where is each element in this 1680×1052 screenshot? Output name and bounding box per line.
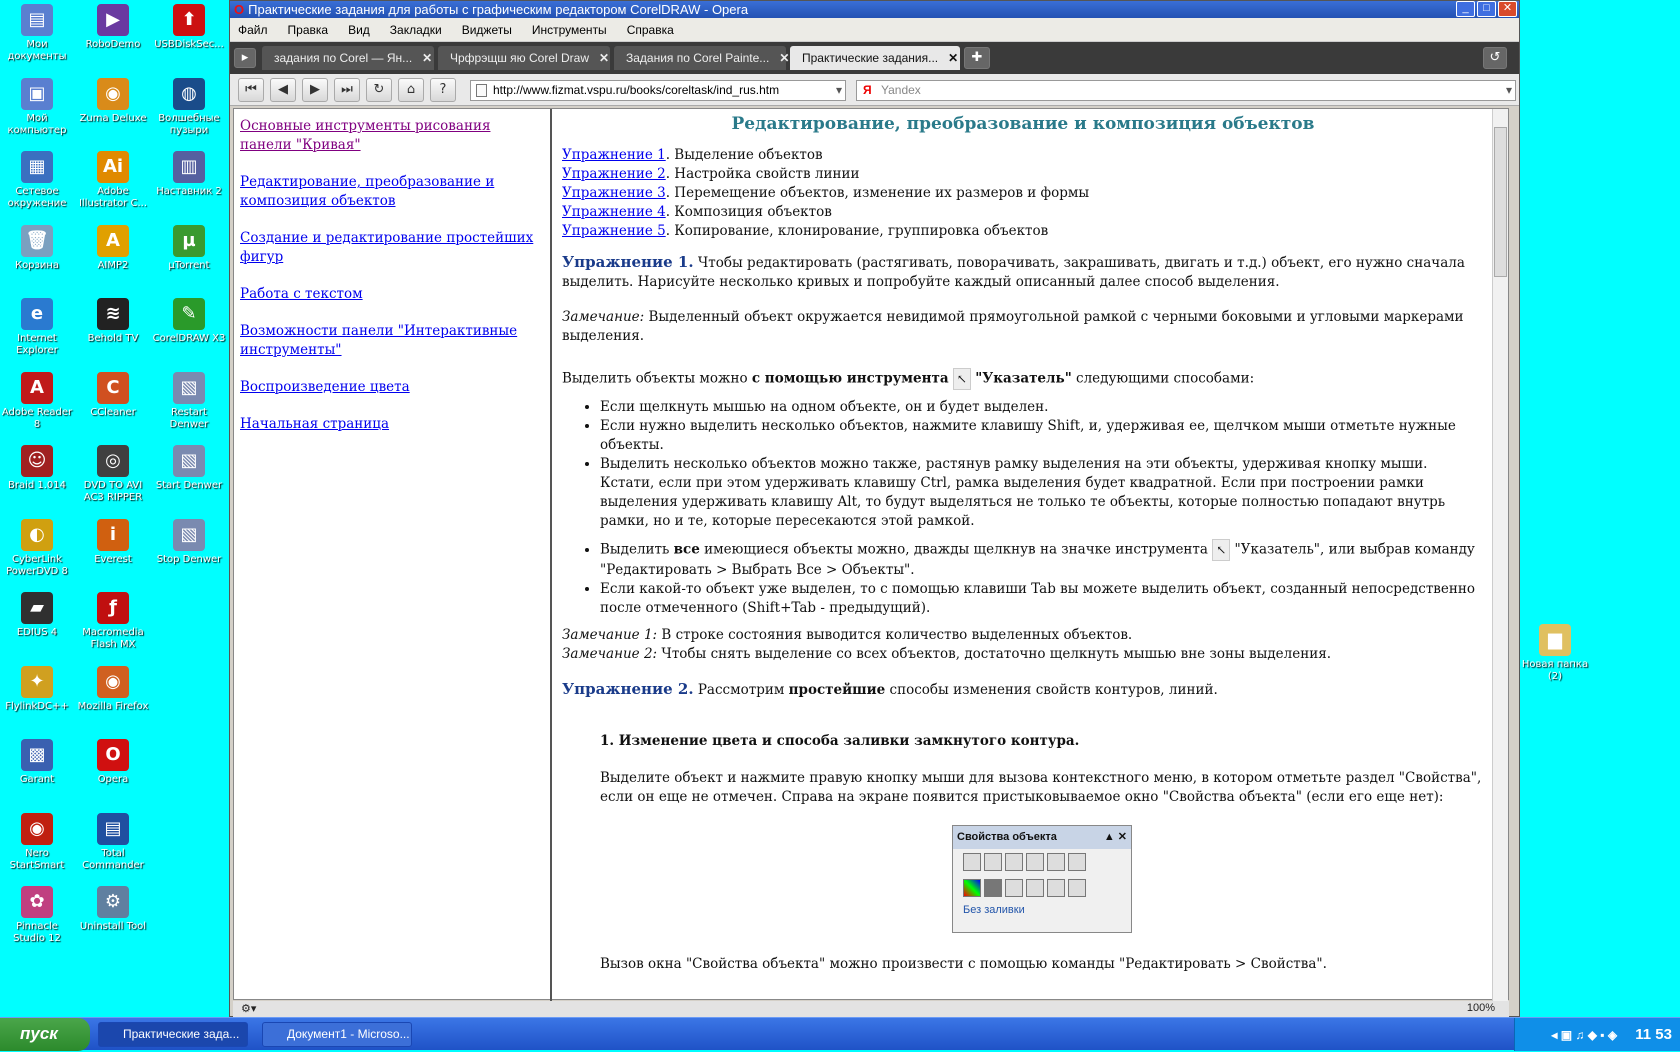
- app-icon: A: [21, 372, 53, 404]
- tab-close-icon[interactable]: ✕: [948, 51, 959, 65]
- browser-tab[interactable]: [614, 46, 790, 70]
- panel-tabs-row: [953, 849, 1131, 875]
- taskbar-item-opera[interactable]: [98, 1022, 248, 1047]
- desktop-icon[interactable]: [76, 225, 150, 272]
- app-icon: O: [97, 739, 129, 771]
- left-navigation: [234, 109, 552, 1001]
- browser-tab[interactable]: [262, 46, 434, 70]
- desktop-icon[interactable]: [76, 739, 150, 786]
- desktop-icon[interactable]: [0, 225, 74, 272]
- select-intro-bold: с помощью инструмента: [751, 370, 949, 387]
- app-icon: ☺: [21, 445, 53, 477]
- search-placeholder: Yandex: [881, 83, 921, 97]
- toc-link[interactable]: Упражнение 5: [562, 223, 666, 239]
- app-icon: ◍: [173, 78, 205, 110]
- toc-link[interactable]: Упражнение 4: [562, 204, 666, 220]
- app-icon: ✦: [21, 666, 53, 698]
- desktop-icon-label: Nero StartSmart: [9, 847, 65, 871]
- desktop-icon[interactable]: [0, 739, 74, 786]
- desktop-icon-label: EDIUS 4: [16, 627, 58, 638]
- desktop-icon[interactable]: [152, 151, 226, 198]
- menu-edit[interactable]: Правка: [287, 22, 329, 37]
- desktop-icon[interactable]: [0, 372, 74, 431]
- list-item: • Если какой-то объект уже выделен, то с помощью клавиши Tab вы можете выделить объект, созданный непосредственно после отмеченного (Shift+Tab - предыдущий).: [600, 580, 1484, 618]
- desktop-icon[interactable]: [0, 445, 74, 492]
- pointer-tool-icon: ↖: [953, 368, 971, 390]
- yandex-icon: Я: [863, 83, 872, 97]
- app-icon: ▣: [21, 78, 53, 110]
- home-icon[interactable]: ⌂: [398, 78, 424, 102]
- desktop-icon-label: Opera: [97, 774, 129, 785]
- desktop-icon-label: Корзина: [14, 259, 60, 271]
- exercise-2-text: Рассмотрим: [693, 682, 789, 698]
- menu-tools[interactable]: Инструменты: [531, 22, 607, 37]
- note-1-text: В строке состояния выводится количество выделенных объектов.: [657, 627, 1133, 643]
- start-button[interactable]: пуск: [0, 1018, 90, 1051]
- tray-icons[interactable]: ◂ ▣ ♫ ◆ ▪ ◈: [1551, 1028, 1618, 1042]
- app-icon: C: [97, 372, 129, 404]
- note-label: Замечание:: [562, 309, 645, 325]
- desktop-icon-label: Adobe Illustrator C...: [78, 186, 148, 209]
- app-icon: ⚙: [97, 886, 129, 918]
- browser-window: [229, 0, 1520, 1017]
- tab-label: Практические задания...: [802, 51, 939, 65]
- select-intro: [562, 368, 1484, 390]
- taskbar-item-word[interactable]: [262, 1022, 412, 1047]
- app-icon: ✿: [21, 886, 53, 918]
- panel-close-icon: ▲ ✕: [1103, 831, 1127, 843]
- article-title: Редактирование, преобразование и композиция объектов: [731, 114, 1315, 134]
- search-field[interactable]: [856, 80, 1516, 101]
- new-tab-button[interactable]: ✚: [964, 47, 990, 69]
- desktop-icon[interactable]: [76, 78, 150, 125]
- desktop-icon[interactable]: [0, 886, 74, 945]
- select-intro-end: следующими способами:: [1071, 370, 1255, 387]
- desktop-icon-label: Total Commander: [82, 847, 144, 871]
- system-tray: [1514, 1018, 1680, 1051]
- list-item: • Выделить несколько объектов можно также, растянув рамку выделения на эти объекты, удерживая кнопку мыши. Кстати, если при этом удерживать клавишу Ctrl, рамка выделения будет квадратной. Если при построении рамки выделения удерживать клавишу Alt, то будут выделяться не только те объекты, которые полностью попадают внутрь рамки, но и те, которые пересекаются этой рамкой.: [600, 455, 1484, 531]
- wand-icon[interactable]: ?: [430, 78, 456, 102]
- desktop-icon-label: USBDiskSec...: [154, 39, 224, 50]
- toc-text: . Настройка свойств линии: [665, 166, 860, 182]
- desktop-icon-label: Restart Denwer: [169, 406, 209, 430]
- browser-tab[interactable]: [790, 46, 960, 70]
- taskbar: [0, 1017, 1680, 1050]
- folder-icon: ▆: [1539, 624, 1571, 656]
- desktop-icon-label: Everest: [94, 553, 132, 565]
- address-field[interactable]: [470, 80, 846, 101]
- menu-bar: [230, 18, 1519, 42]
- desktop-icon[interactable]: [152, 445, 226, 492]
- app-icon: ◉: [97, 666, 129, 698]
- no-fill-label: Без заливки: [963, 904, 1025, 916]
- zoom-level[interactable]: 100%: [1466, 1002, 1495, 1014]
- note-1: [562, 626, 1484, 645]
- desktop-icon[interactable]: [0, 519, 74, 578]
- desktop-icon-label: FlylinkDC++: [5, 700, 69, 712]
- app-icon: Ai: [97, 151, 129, 183]
- toc-item: [562, 146, 1484, 165]
- desktop-icon[interactable]: [152, 78, 226, 137]
- app-icon: ⬆: [173, 4, 205, 36]
- app-icon: ≋: [97, 298, 129, 330]
- desktop-icon[interactable]: [76, 151, 150, 210]
- rewind-icon[interactable]: ⏮: [238, 78, 264, 102]
- desktop-icon[interactable]: [0, 4, 74, 63]
- app-icon: ▩: [21, 739, 53, 771]
- note-2-text: Чтобы снять выделение со всех объектов, достаточно щелкнуть мышью вне зоны выделения.: [657, 646, 1332, 662]
- toc-item: [562, 203, 1484, 222]
- forward-icon[interactable]: ▶: [302, 78, 328, 102]
- desktop-icon[interactable]: [0, 78, 74, 137]
- desktop-icon-label: Волшебные пузыри: [158, 112, 220, 136]
- note-2: [562, 645, 1484, 664]
- app-icon: 🗑: [21, 225, 53, 257]
- app-icon: ▰: [21, 592, 53, 624]
- desktop-icon-label: Start Denwer: [155, 480, 223, 491]
- app-icon: ✎: [173, 298, 205, 330]
- exercise-2-text-2: способы изменения свойств контуров, линий.: [885, 682, 1218, 698]
- panel-toggle-button[interactable]: ▸: [234, 48, 256, 68]
- fast-forward-icon[interactable]: ⏭: [334, 78, 360, 102]
- desktop-icon-new-folder[interactable]: [1518, 624, 1592, 683]
- subsection-heading: 1. Изменение цвета и способа заливки замкнутого контура.: [600, 733, 1080, 749]
- desktop-icon[interactable]: [0, 592, 74, 639]
- pointer-tool-icon: ↖: [1212, 539, 1230, 561]
- app-icon: ▶: [97, 4, 129, 36]
- search-dropdown-icon[interactable]: ▾: [1505, 83, 1512, 97]
- task-label: Документ1 - Microso...: [287, 1027, 410, 1041]
- exercise-2-heading: Упражнение 2.: [562, 680, 694, 698]
- nav-link[interactable]: Создание и редактирование простейших фигур: [240, 230, 534, 265]
- note-2-label: Замечание 2:: [562, 646, 658, 662]
- desktop-icon[interactable]: [0, 666, 74, 713]
- exercise-1-text: Чтобы редактировать (растягивать, поворачивать, закрашивать, двигать и т.д.) объект, его нужно сначала выделить. Нарисуйте несколько кривых и попробуйте каждый описанный далее способ выделения.: [562, 255, 1465, 290]
- tab-label: Чрфрэщш яю Corel Draw: [450, 51, 590, 65]
- desktop-icon[interactable]: [76, 4, 150, 51]
- vertical-scrollbar[interactable]: [1492, 109, 1508, 1001]
- app-icon: i: [97, 519, 129, 551]
- toc-link[interactable]: Упражнение 2: [562, 166, 666, 182]
- bullet4-text-3: "Указатель", или выбрав команду "Редактировать > Выбрать Все > Объекты".: [600, 541, 1475, 578]
- desktop-icon-label: Macromedia Flash MX: [82, 627, 144, 650]
- nav-link[interactable]: Воспроизведение цвета: [240, 379, 410, 395]
- menu-widgets[interactable]: Виджеты: [461, 22, 512, 37]
- page-content: [233, 108, 1509, 1000]
- desktop-icon-label: Новая папка (2): [1521, 659, 1589, 682]
- selection-methods-list: [600, 398, 1484, 618]
- clock: 11 53: [1635, 1026, 1672, 1043]
- back-icon[interactable]: ◀: [270, 78, 296, 102]
- desktop-icon[interactable]: [76, 886, 150, 933]
- desktop-icon-label: Stop Denwer: [156, 553, 222, 565]
- select-intro-text: Выделить объекты можно: [562, 370, 752, 387]
- article: [554, 109, 1492, 1001]
- desktop-icon[interactable]: [0, 151, 74, 210]
- menu-file[interactable]: Файл: [238, 22, 268, 37]
- maximize-button[interactable]: □: [1477, 1, 1496, 17]
- panel-fill-row: [953, 875, 1131, 901]
- desktop-icon[interactable]: [0, 298, 74, 357]
- desktop-icon[interactable]: [152, 372, 226, 431]
- window-title: Практические задания для работы с графическим редактором CorelDRAW - Opera: [248, 2, 749, 17]
- desktop-icon-label: CorelDRAW X3: [152, 333, 226, 344]
- tab-label: задания по Corel — Ян...: [274, 51, 413, 65]
- app-icon: ▤: [97, 813, 129, 845]
- note: [562, 308, 1484, 346]
- desktop-icon[interactable]: [0, 813, 74, 872]
- nav-link[interactable]: Начальная страница: [240, 416, 390, 432]
- desktop-icon[interactable]: [76, 813, 150, 872]
- toc-text: . Выделение объектов: [665, 147, 823, 163]
- desktop-icon-label: Zuma Deluxe: [79, 112, 147, 124]
- app-icon: ▧: [173, 445, 205, 477]
- toc-item: [562, 184, 1484, 203]
- nav-link[interactable]: Редактирование, преобразование и композиция объектов: [240, 174, 495, 209]
- panel-title: Свойства объекта: [957, 831, 1057, 843]
- desktop-icon[interactable]: [76, 298, 150, 345]
- toc-text: . Перемещение объектов, изменение их размеров и формы: [665, 185, 1090, 201]
- desktop-icon-label: Мои документы: [7, 39, 67, 62]
- browser-tab[interactable]: [438, 46, 610, 70]
- bullet4-text: Выделить: [600, 541, 674, 558]
- app-icon: A: [97, 225, 129, 257]
- menu-view[interactable]: Вид: [348, 22, 370, 37]
- desktop-icon-label: Garant: [19, 774, 55, 785]
- toc-text: . Копирование, клонирование, группировка объектов: [665, 223, 1049, 239]
- app-icon: ▦: [21, 151, 53, 183]
- minimize-button[interactable]: _: [1456, 1, 1475, 17]
- toc-item: [562, 222, 1484, 241]
- desktop-icon-label: Internet Explorer: [16, 333, 58, 356]
- desktop-icon-label: Uninstall Tool: [79, 921, 147, 932]
- exercise-2: [562, 680, 1484, 700]
- desktop-icon[interactable]: [152, 519, 226, 566]
- app-icon: ƒ: [97, 592, 129, 624]
- tab-close-icon[interactable]: ✕: [422, 51, 433, 65]
- note-text: Выделенный объект окружается невидимой прямоугольной рамкой с черными боковыми и угловыми маркерами выделения.: [562, 309, 1464, 344]
- menu-bookmarks[interactable]: Закладки: [389, 22, 442, 37]
- desktop-icon-label: Pinnacle Studio 12: [13, 921, 61, 944]
- tab-close-icon[interactable]: ✕: [599, 51, 610, 65]
- pointer-tool-name: "Указатель": [975, 370, 1072, 387]
- panel-header: [953, 826, 1131, 849]
- toc-link[interactable]: Упражнение 3: [562, 185, 666, 201]
- desktop-icon-label: Сетевое окружение: [7, 186, 67, 209]
- exercise-1-heading: Упражнение 1.: [562, 253, 694, 271]
- toc-text: . Композиция объектов: [665, 204, 832, 220]
- nav-link[interactable]: Работа с текстом: [240, 286, 363, 302]
- desktop-icon-label: µTorrent: [168, 259, 210, 271]
- desktop-icon[interactable]: [152, 225, 226, 272]
- task-label: Практические зада...: [123, 1027, 240, 1041]
- app-icon: µ: [173, 225, 205, 257]
- desktop-icon-label: Mozilla Firefox: [77, 700, 149, 712]
- exercise-2-bold: простейшие: [788, 682, 886, 698]
- app-icon: ◐: [21, 519, 53, 551]
- desktop-icon[interactable]: [76, 666, 150, 713]
- nav-link[interactable]: Возможности панели "Интерактивные инструменты": [240, 323, 518, 358]
- address-dropdown-icon[interactable]: ▾: [835, 83, 842, 97]
- bullet4-bold: все: [673, 541, 700, 558]
- nav-link[interactable]: Основные инструменты рисования панели "Кривая": [240, 118, 491, 153]
- object-properties-panel: [952, 825, 1132, 933]
- closed-tabs-icon[interactable]: ↺: [1483, 47, 1507, 69]
- opera-logo-icon: O: [234, 2, 245, 17]
- desktop-icon-label: Мой компьютер: [7, 112, 67, 136]
- desktop-icon[interactable]: [76, 592, 150, 651]
- desktop-icon-label: Adobe Reader 8: [1, 406, 73, 430]
- scroll-thumb[interactable]: [1494, 127, 1507, 277]
- toc-link[interactable]: Упражнение 1: [562, 147, 666, 163]
- app-icon: ◎: [97, 445, 129, 477]
- app-icon: ▧: [173, 519, 205, 551]
- address-text: http://www.fizmat.vspu.ru/books/coreltask/ind_rus.htm: [493, 83, 780, 97]
- desktop-icon-label: CyberLink PowerDVD 8: [6, 553, 68, 577]
- app-icon: e: [21, 298, 53, 330]
- toc-item: [562, 165, 1484, 184]
- reload-icon[interactable]: ↻: [366, 78, 392, 102]
- list-item: • Если нужно выделить несколько объектов, нажмите клавишу Shift, и, удерживая ее, щелчком мыши отметьте нужные объекты.: [600, 417, 1484, 455]
- table-of-contents: [562, 146, 1484, 241]
- tab-label: Задания по Corel Painte...: [626, 51, 770, 65]
- app-icon: ◉: [97, 78, 129, 110]
- tab-bar: [230, 42, 1519, 74]
- desktop-icon[interactable]: [76, 445, 150, 504]
- bullet4-text-2: имеющиеся объекты можно, дважды щелкнув на значке инструмента: [699, 541, 1208, 558]
- page-icon: [476, 84, 487, 97]
- closing-text: Вызов окна "Свойства объекта" можно произвести с помощью команды "Редактировать > Свойства".: [600, 956, 1327, 972]
- desktop-icon-label: DVD TO AVI AC3 RIPPER: [83, 480, 143, 503]
- app-icon: ▧: [173, 372, 205, 404]
- desktop-icon[interactable]: [152, 298, 226, 345]
- app-icon: ◉: [21, 813, 53, 845]
- list-item: • Если щелкнуть мышью на одном объекте, он и будет выделен.: [600, 398, 1484, 417]
- list-item: [600, 539, 1484, 580]
- desktop-icon-label: Braid 1.014: [7, 480, 67, 491]
- desktop-icon-label: RoboDemo: [85, 39, 141, 50]
- desktop-icon-label: Наставник 2: [156, 186, 222, 197]
- app-icon: ▥: [173, 151, 205, 183]
- exercise-1: [562, 253, 1484, 292]
- status-bar: [233, 1001, 1509, 1017]
- desktop-icon[interactable]: [76, 519, 150, 566]
- tab-close-icon[interactable]: ✕: [779, 51, 790, 65]
- title-bar: [230, 1, 1519, 18]
- desktop-icon-label: AIMP2: [97, 259, 129, 271]
- menu-help[interactable]: Справка: [626, 22, 674, 37]
- subsection-text: Выделите объект и нажмите правую кнопку мыши для вызова контекстного меню, в котором отметьте раздел "Свойства", если он еще не отмечен. Справа на экране появится пристыковываемое окно "Свойства объекта" (если его еще нет):: [600, 770, 1482, 805]
- close-button[interactable]: ✕: [1498, 1, 1517, 17]
- note-1-label: Замечание 1:: [562, 627, 658, 643]
- desktop-icon-label: CCleaner: [90, 406, 136, 418]
- desktop-icon[interactable]: [76, 372, 150, 419]
- desktop-icon[interactable]: [152, 4, 226, 51]
- desktop-icon-label: Behold TV: [87, 333, 139, 344]
- app-icon: ▤: [21, 4, 53, 36]
- speed-dial-icon[interactable]: ⚙▾: [241, 1003, 257, 1015]
